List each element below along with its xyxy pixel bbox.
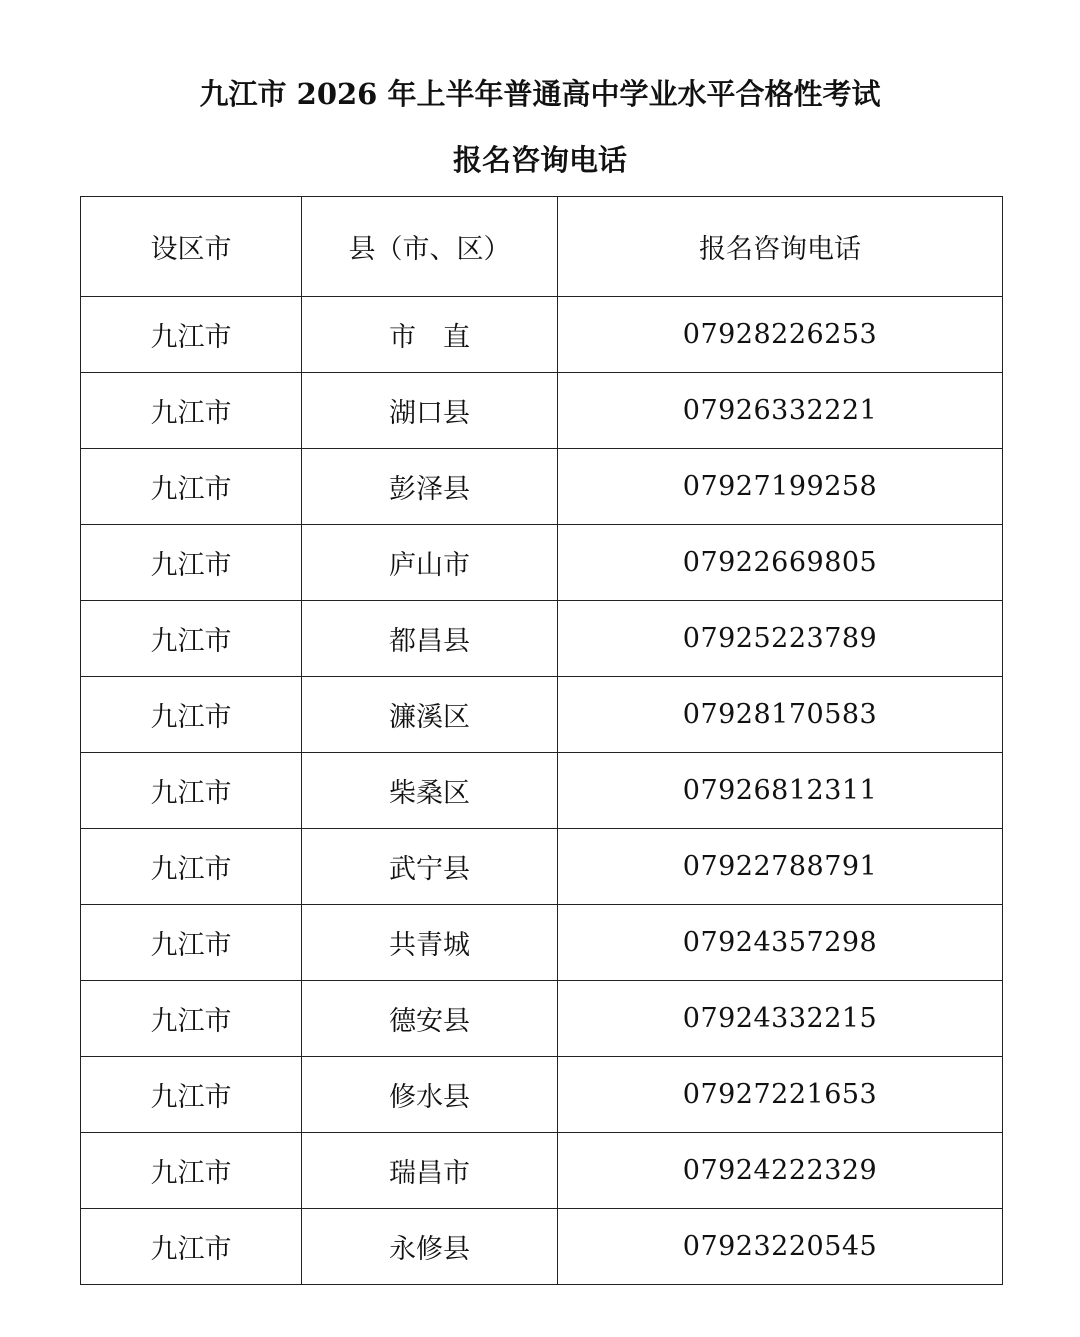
table-row [81,981,1003,1057]
cell-city: 九江市 [81,449,302,525]
cell-county: 柴桑区 [302,753,558,829]
cell-city: 九江市 [81,1209,302,1285]
cell-city: 九江市 [81,677,302,753]
cell-city: 九江市 [81,753,302,829]
cell-city: 九江市 [81,905,302,981]
table-row [81,449,1003,525]
table-row [81,1057,1003,1133]
table-row [81,297,1003,373]
cell-city: 九江市 [81,525,302,601]
cell-county: 彭泽县 [302,449,558,525]
contact-table [80,196,1003,1285]
cell-city: 九江市 [81,829,302,905]
cell-phone: 07928170583 [558,677,1003,753]
table-row [81,525,1003,601]
cell-county: 庐山市 [302,525,558,601]
cell-phone: 07923220545 [558,1209,1003,1285]
cell-city: 九江市 [81,601,302,677]
cell-phone: 07927199258 [558,449,1003,525]
cell-phone: 07926332221 [558,373,1003,449]
header-city: 设区市 [81,197,302,297]
cell-county: 都昌县 [302,601,558,677]
cell-county: 市 直 [302,297,558,373]
table-row [81,601,1003,677]
table-row [81,829,1003,905]
cell-county: 共青城 [302,905,558,981]
cell-city: 九江市 [81,1133,302,1209]
cell-phone: 07922788791 [558,829,1003,905]
table-row [81,753,1003,829]
cell-city: 九江市 [81,1057,302,1133]
cell-county: 德安县 [302,981,558,1057]
cell-city: 九江市 [81,373,302,449]
table-row [81,1133,1003,1209]
table-row [81,373,1003,449]
cell-county: 湖口县 [302,373,558,449]
table-row [81,677,1003,753]
cell-phone: 07925223789 [558,601,1003,677]
document-title: 九江市 2026 年上半年普通高中学业水平合格性考试 [199,77,881,111]
cell-phone: 07927221653 [558,1057,1003,1133]
table-header-row [81,197,1003,297]
header-phone: 报名咨询电话 [558,197,1003,297]
cell-county: 永修县 [302,1209,558,1285]
cell-phone: 07926812311 [558,753,1003,829]
cell-phone: 07924357298 [558,905,1003,981]
cell-county: 濂溪区 [302,677,558,753]
cell-county: 瑞昌市 [302,1133,558,1209]
cell-county: 武宁县 [302,829,558,905]
table-row [81,905,1003,981]
table-row [81,1209,1003,1285]
header-county: 县（市、区） [302,197,558,297]
cell-phone: 07922669805 [558,525,1003,601]
cell-phone: 07924332215 [558,981,1003,1057]
cell-phone: 07928226253 [558,297,1003,373]
cell-city: 九江市 [81,297,302,373]
cell-phone: 07924222329 [558,1133,1003,1209]
document-subtitle: 报名咨询电话 [452,143,627,177]
cell-county: 修水县 [302,1057,558,1133]
cell-city: 九江市 [81,981,302,1057]
